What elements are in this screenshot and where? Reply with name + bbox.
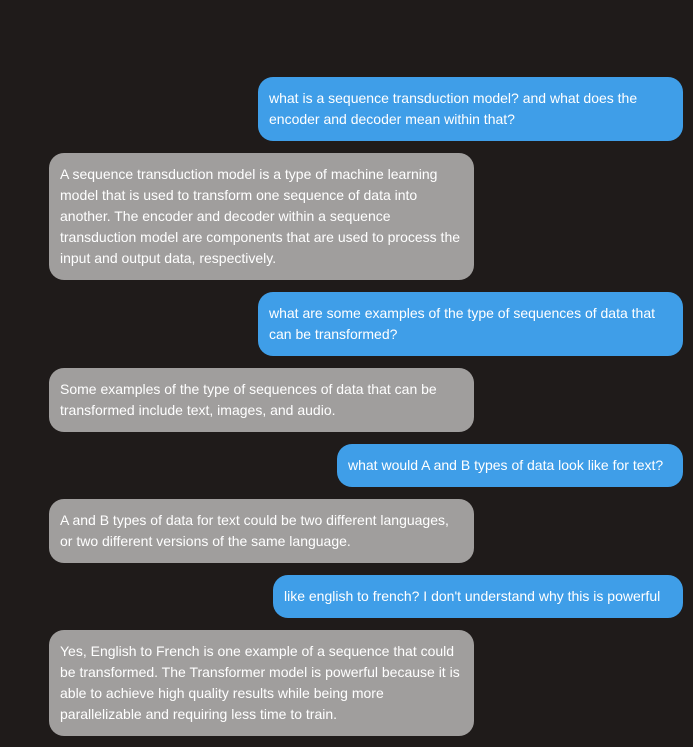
- user-message: like english to french? I don't understand why this is powerful: [273, 575, 683, 618]
- assistant-message: Some examples of the type of sequences of data that can be transformed include text, images, and audio.: [49, 368, 474, 432]
- assistant-message: Yes, English to French is one example of a sequence that could be transformed. The Transformer model is powerful because it is able to achieve high quality results while being more parallelizable and requiring less time to train.: [49, 630, 474, 736]
- assistant-message: A and B types of data for text could be two different languages, or two different versions of the same language.: [49, 499, 474, 563]
- user-message: what are some examples of the type of sequences of data that can be transformed?: [258, 292, 683, 356]
- user-message: what would A and B types of data look like for text?: [337, 444, 683, 487]
- assistant-message: A sequence transduction model is a type of machine learning model that is used to transform one sequence of data into another. The encoder and decoder within a sequence transduction model are components that are used to process the input and output data, respectively.: [49, 153, 474, 280]
- user-message: what is a sequence transduction model? and what does the encoder and decoder mean within that?: [258, 77, 683, 141]
